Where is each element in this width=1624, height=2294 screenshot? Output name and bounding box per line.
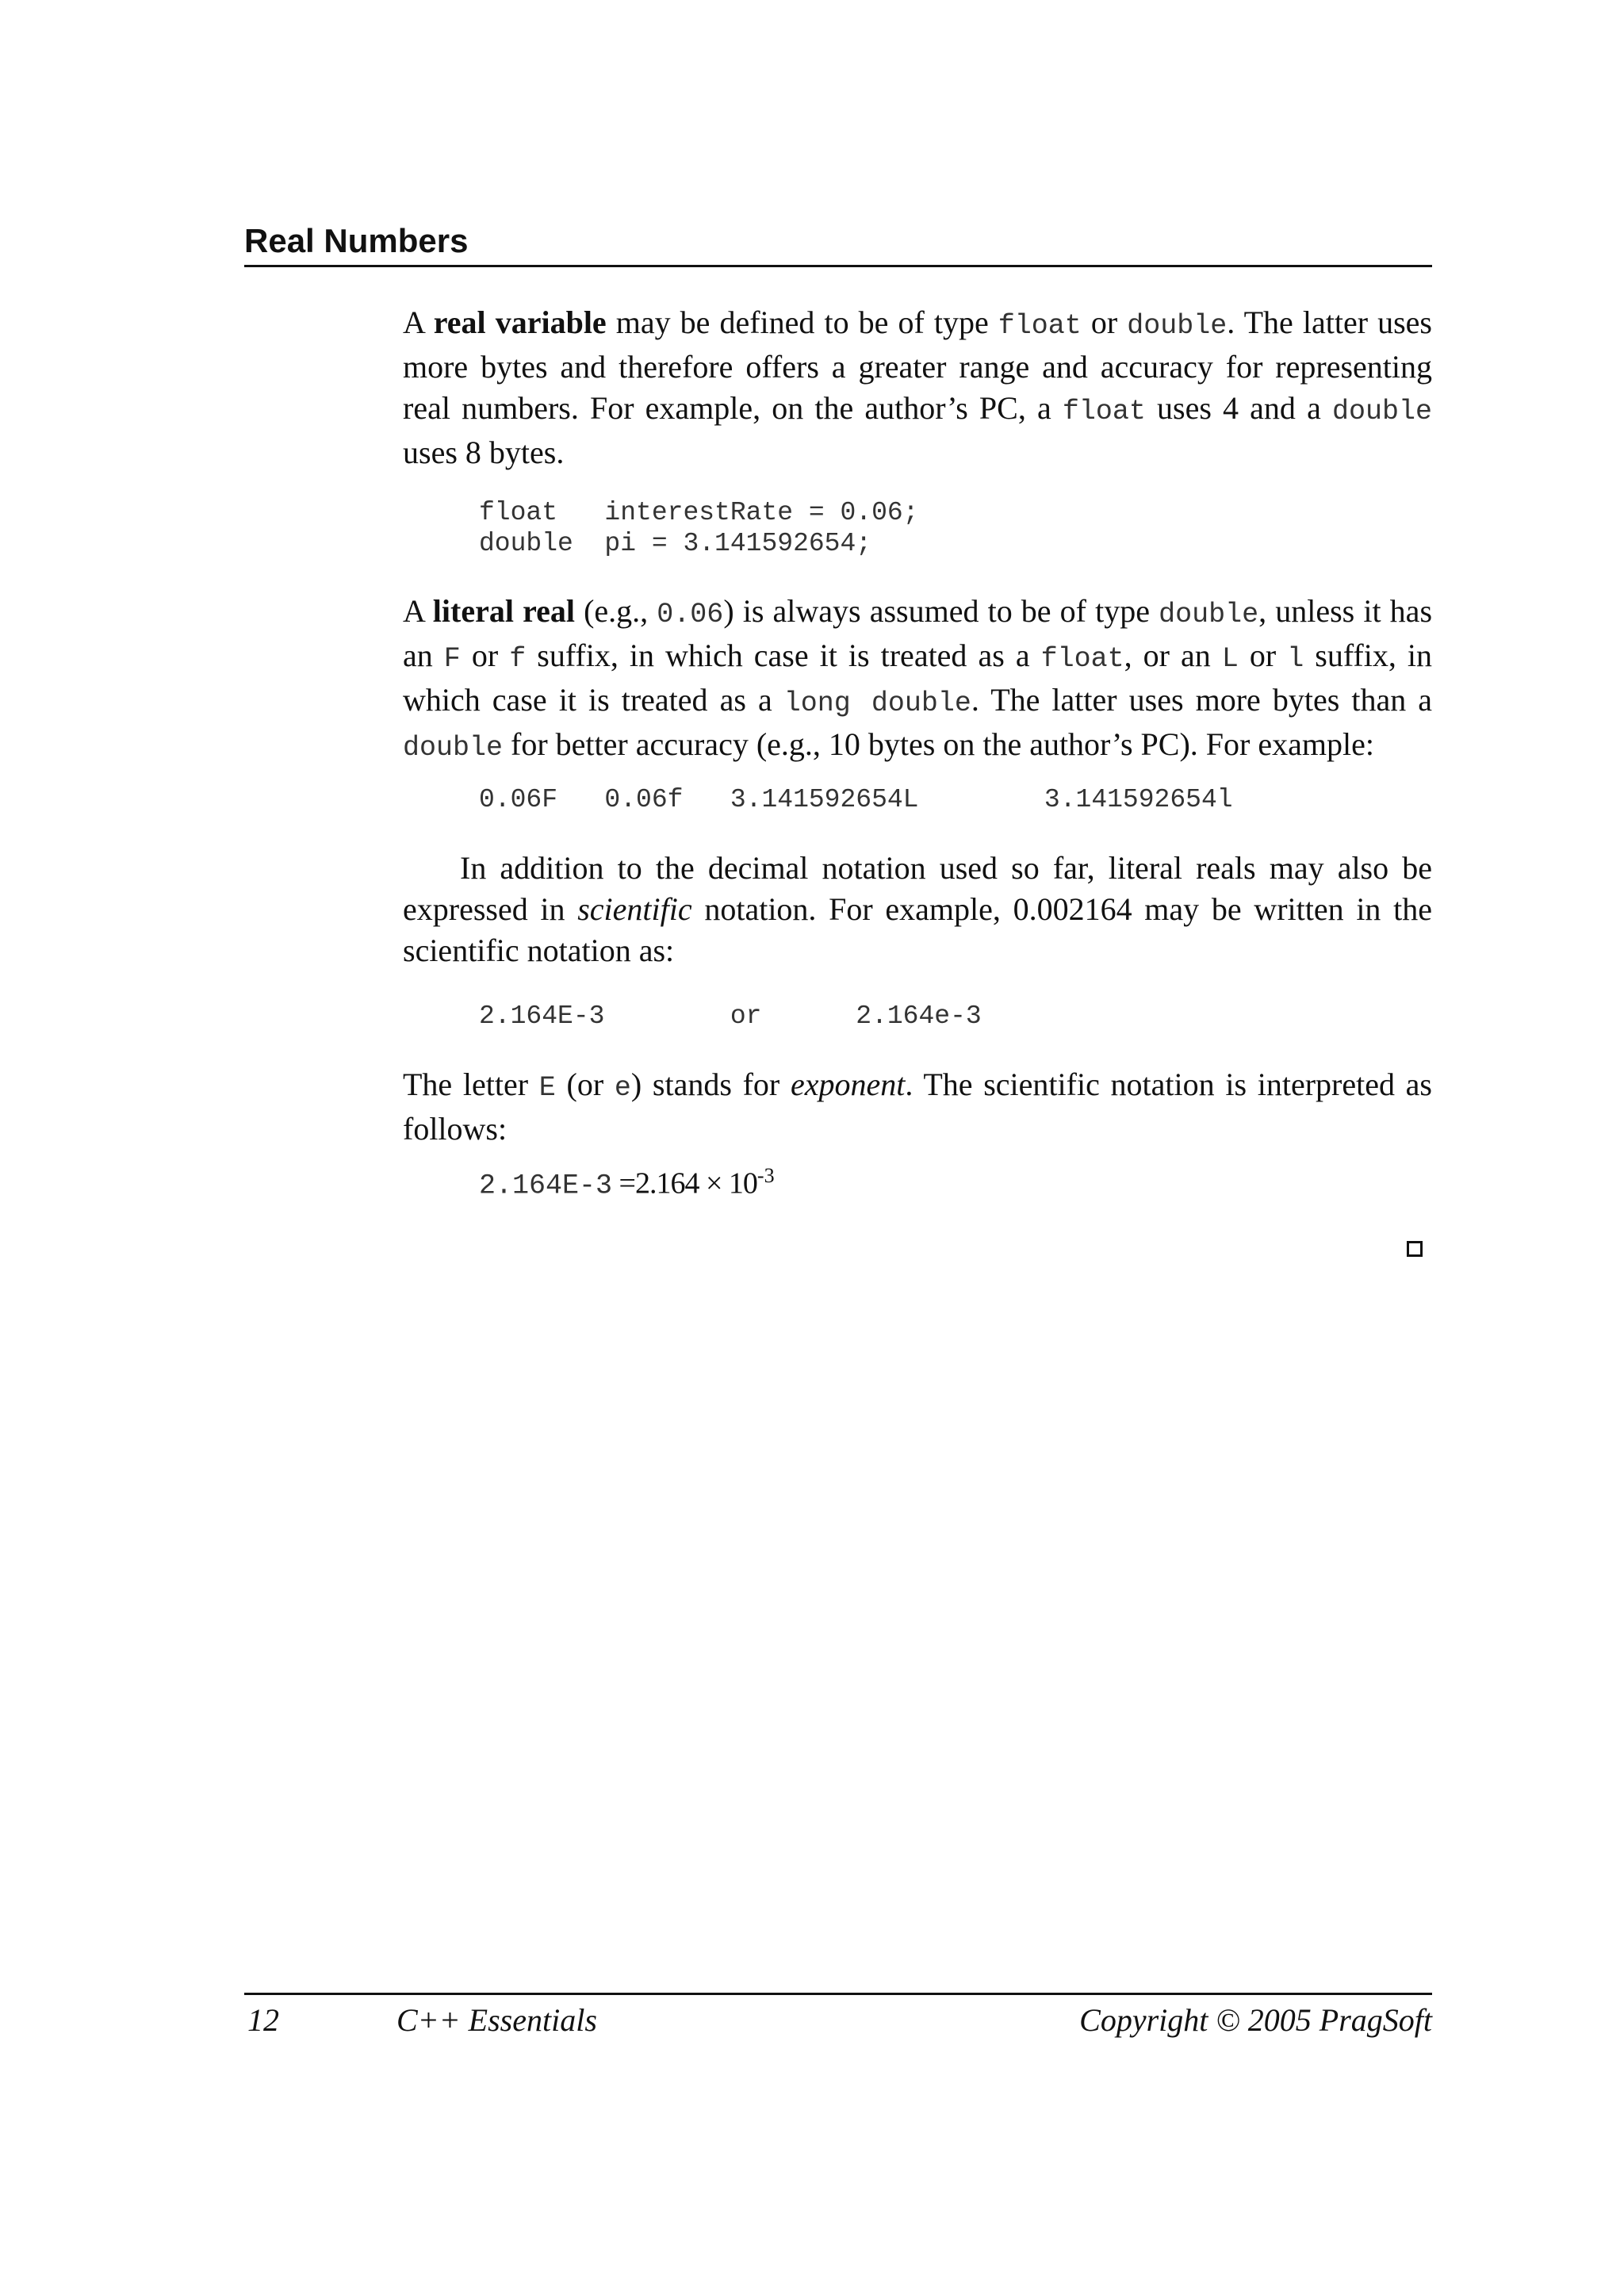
code-block-scientific-examples: 2.164E-3 or 2.164e-3	[479, 1001, 982, 1031]
footer-divider	[244, 1993, 1432, 1995]
footer-copyright: Copyright © 2005 PragSoft	[1079, 2002, 1432, 2038]
footer-page-number: 12	[247, 2002, 279, 2038]
paragraph-literal-real: A literal real (e.g., 0.06) is always assumed to be of type double, unless it has an F or f suffix, in which case it is treated as a float, or an L or l suffix, in which case it is treated as a long double. The latter uses more bytes than a double for better accuracy (e.g., 10 bytes on the author’s PC). For example:	[403, 593, 1433, 764]
scientific-equation	[479, 1164, 775, 1202]
equation-code: 2.164E-3	[479, 1170, 613, 1202]
paragraph-real-variable: A real variable may be defined to be of type float or double. The latter uses more bytes and therefore offers a greater range and accuracy for representing real numbers. For example, on the author’s PC, a float uses 4 and a double uses 8 bytes.	[403, 304, 1432, 470]
section-title: Real Numbers	[244, 219, 1432, 267]
footer-book-title: C++ Essentials	[396, 2002, 597, 2038]
paragraph-scientific-notation: In addition to the decimal notation used so far, literal reals may also be expressed in scientific notation. For example, 0.002164 may be written in the scientific notation as:	[403, 850, 1432, 968]
code-block-declarations: float interestRate = 0.06; double pi = 3.141592654;	[479, 498, 919, 558]
end-of-section-square-icon	[1407, 1241, 1423, 1257]
equation-math: =2.164 × 10	[612, 1166, 757, 1201]
code-block-literal-examples: 0.06F 0.06f 3.141592654L 3.141592654l	[479, 785, 1233, 814]
paragraph-exponent: The letter E (or e) stands for exponent. The scientific notation is interpreted as follows:	[403, 1067, 1433, 1147]
equation-exponent: -3	[756, 1164, 775, 1187]
